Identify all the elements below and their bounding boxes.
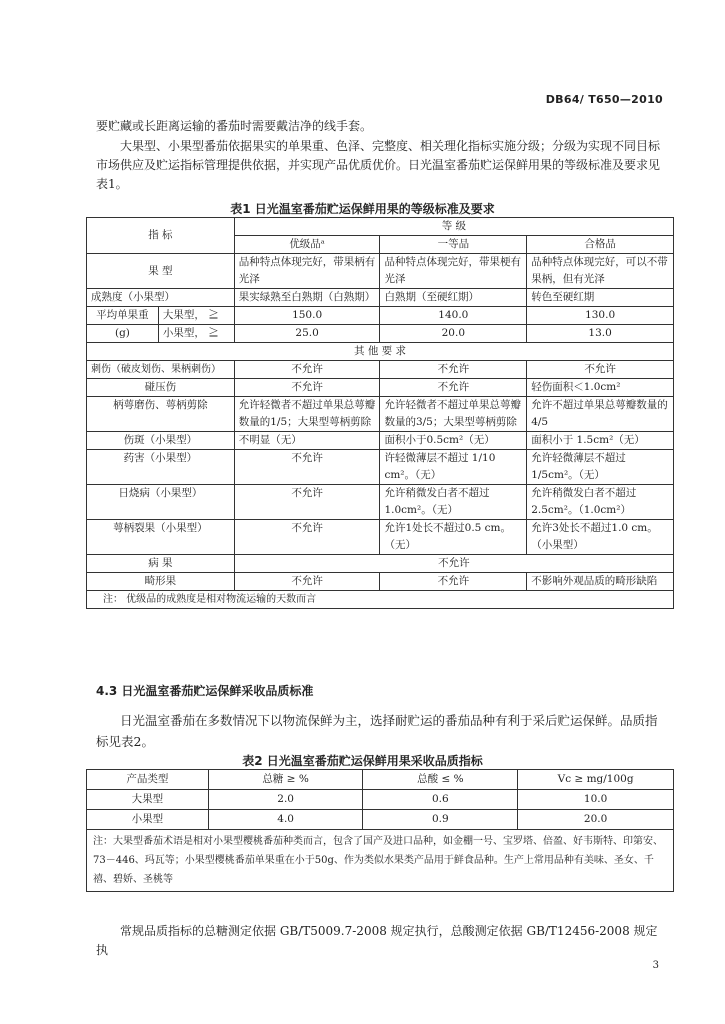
- cell: 许轻微薄层不超过 1/10 cm²。（无）: [380, 450, 527, 485]
- cell: 允许稍微发白者不超过2.5cm²。（1.0cm²）: [527, 485, 674, 520]
- cell: 允许轻微薄层不超过1/5cm²。（无）: [527, 450, 674, 485]
- cell: 允许1处长不超过0.5 cm。（无）: [380, 520, 527, 555]
- section-title: 4.3 日光温室番茄贮运保鲜采收品质标准: [96, 684, 314, 698]
- cell: 允许3处长不超过1.0 cm。（小果型）: [527, 520, 674, 555]
- table-row: [87, 810, 674, 830]
- cell: 品种特点体现完好，带果柄有光泽: [234, 254, 380, 289]
- cell: 小果型: [87, 810, 209, 830]
- table-row: [87, 770, 674, 790]
- cell: 品种特点体现完好，可以不带果柄，但有光泽: [527, 254, 674, 289]
- paragraph-methods: 常规品质指标的总糖测定依据 GB/T5009.7-2008 规定执行，总酸测定依据 GB/T12456-2008 规定执: [96, 924, 658, 957]
- cell: 不允许: [234, 555, 673, 573]
- header-premium: 优级品ᵃ: [234, 236, 380, 254]
- cell: 不允许: [234, 573, 380, 591]
- header-first-grade: 一等品: [380, 236, 527, 254]
- table-row: [87, 830, 674, 892]
- table-row: [87, 555, 674, 573]
- table-row: [87, 520, 674, 555]
- cell: 轻伤面积＜1.0cm²: [527, 379, 674, 397]
- row-sublabel-small: 小果型， ≧: [158, 325, 234, 343]
- cell: 150.0: [234, 307, 380, 325]
- table-row: [87, 485, 674, 520]
- row-sublabel-large: 大果型， ≧: [158, 307, 234, 325]
- row-label-puncture: 刺伤（破皮划伤、果柄刺伤）: [87, 361, 235, 379]
- table-row: [87, 289, 674, 307]
- cell: 不允许: [234, 379, 380, 397]
- paragraph-grading: 大果型、小果型番茄依据果实的单果重、色泽、完整度、相关理化指标实施分级；分级为实现不同目标市场供应及贮运指标管理提供依据，并实现产品优质优价。日光温室番茄贮运保鲜用果的等级标准及要求见表1。: [96, 139, 661, 191]
- cell: 10.0: [518, 790, 674, 810]
- row-label-crack: 萼柄裂果（小果型）: [87, 520, 235, 555]
- table-row: [87, 307, 674, 325]
- row-label-calyx: 柄萼磨伤、萼柄剪除: [87, 397, 235, 432]
- quality-index-table: [86, 769, 674, 892]
- page-number: 3: [652, 960, 659, 971]
- document-code-header: DB64/ T650—2010: [545, 93, 663, 106]
- row-label-spot: 伤斑（小果型）: [87, 432, 235, 450]
- row-label-avg-weight: 平均单果重: [87, 307, 159, 325]
- header-vc: Vc ≥ mg/100g: [518, 770, 674, 790]
- header-total-sugar: 总糖 ≥ %: [208, 770, 363, 790]
- cell: 不允许: [234, 450, 380, 485]
- paragraph-quality: 日光温室番茄在多数情况下以物流保鲜为主，选择耐贮运的番茄品种有利于采后贮运保鲜。品质指标见表2。: [96, 713, 658, 749]
- cell: 大果型: [87, 790, 209, 810]
- cell: 不影响外观品质的畸形缺陷: [527, 573, 674, 591]
- cell: 4.0: [208, 810, 363, 830]
- table-row: [87, 218, 674, 236]
- cell: 不明显（无）: [234, 432, 380, 450]
- row-label-fruit-type: 果 型: [87, 254, 235, 289]
- cell: 果实绿熟至白熟期（白熟期）: [234, 289, 380, 307]
- cell: 品种特点体现完好，带果梗有光泽: [380, 254, 527, 289]
- cell: 不允许: [527, 361, 674, 379]
- table-row: [87, 379, 674, 397]
- table-row: [87, 432, 674, 450]
- cell: 20.0: [518, 810, 674, 830]
- table-row: [87, 790, 674, 810]
- cell: 允许不超过单果总萼瓣数量的4/5: [527, 397, 674, 432]
- other-requirements-header: 其 他 要 求: [87, 343, 674, 361]
- table-row: [87, 591, 674, 609]
- cell: 允许轻微者不超过单果总萼瓣数量的1/5；大果型萼柄剪除: [234, 397, 380, 432]
- row-label-bruise: 碰压伤: [87, 379, 235, 397]
- cell: 20.0: [380, 325, 527, 343]
- table-row: [87, 573, 674, 591]
- cell: 不允许: [380, 361, 527, 379]
- header-index: 指 标: [87, 218, 235, 254]
- header-product-type: 产品类型: [87, 770, 209, 790]
- cell: 不允许: [234, 520, 380, 555]
- table2-note: 注：大果型番茄术语是相对小果型樱桃番茄种类而言，包含了国产及进口品种，如金棚一号、宝罗塔、倍盈、好韦斯特、印第安、73－446、玛瓦等；小果型樱桃番茄单果重在小于50g、作为类似水果类产品用于鲜食品种。生产上常用品种有美味、圣女、千禧、碧娇、圣桃等: [87, 830, 674, 892]
- cell: 140.0: [380, 307, 527, 325]
- cell: 白熟期（至硬红期）: [380, 289, 527, 307]
- table1-note: 注： 优级品的成熟度是相对物流运输的天数而言: [87, 591, 674, 609]
- table-row: [87, 343, 674, 361]
- row-label-maturity: 成熟度（小果型）: [87, 289, 235, 307]
- paragraph-gloves: 要贮藏或长距离运输的番茄时需要戴洁净的线手套。: [96, 119, 373, 133]
- table-row: [87, 397, 674, 432]
- cell: 0.9: [363, 810, 518, 830]
- cell: 不允许: [380, 573, 527, 591]
- row-label-disease: 病 果: [87, 555, 235, 573]
- cell: 允许稍微发白者不超过1.0cm²。（无）: [380, 485, 527, 520]
- row-label-deformed: 畸形果: [87, 573, 235, 591]
- cell: 2.0: [208, 790, 363, 810]
- cell: 允许轻微者不超过单果总萼瓣数量的3/5；大果型萼柄剪除: [380, 397, 527, 432]
- table-row: [87, 450, 674, 485]
- header-grade: 等 级: [234, 218, 673, 236]
- row-label-chemical-damage: 药害（小果型）: [87, 450, 235, 485]
- header-qualified: 合格品: [527, 236, 674, 254]
- grade-standard-table: [86, 217, 674, 609]
- cell: 面积小于 1.5cm²（无）: [527, 432, 674, 450]
- table-row: [87, 361, 674, 379]
- cell: 面积小于0.5cm²（无）: [380, 432, 527, 450]
- table-row: [87, 254, 674, 289]
- cell: 130.0: [527, 307, 674, 325]
- cell: 不允许: [234, 361, 380, 379]
- row-label-sunscald: 日烧病（小果型）: [87, 485, 235, 520]
- header-total-acid: 总酸 ≤ %: [363, 770, 518, 790]
- cell: 不允许: [234, 485, 380, 520]
- row-label-weight-unit: (g): [87, 325, 159, 343]
- cell: 25.0: [234, 325, 380, 343]
- table2-caption: 表2 日光温室番茄贮运保鲜用果采收品质指标: [242, 754, 483, 768]
- table-row: [87, 325, 674, 343]
- cell: 不允许: [380, 379, 527, 397]
- cell: 13.0: [527, 325, 674, 343]
- table1-caption: 表1 日光温室番茄贮运保鲜用果的等级标准及要求: [230, 202, 495, 216]
- cell: 0.6: [363, 790, 518, 810]
- cell: 转色至硬红期: [527, 289, 674, 307]
